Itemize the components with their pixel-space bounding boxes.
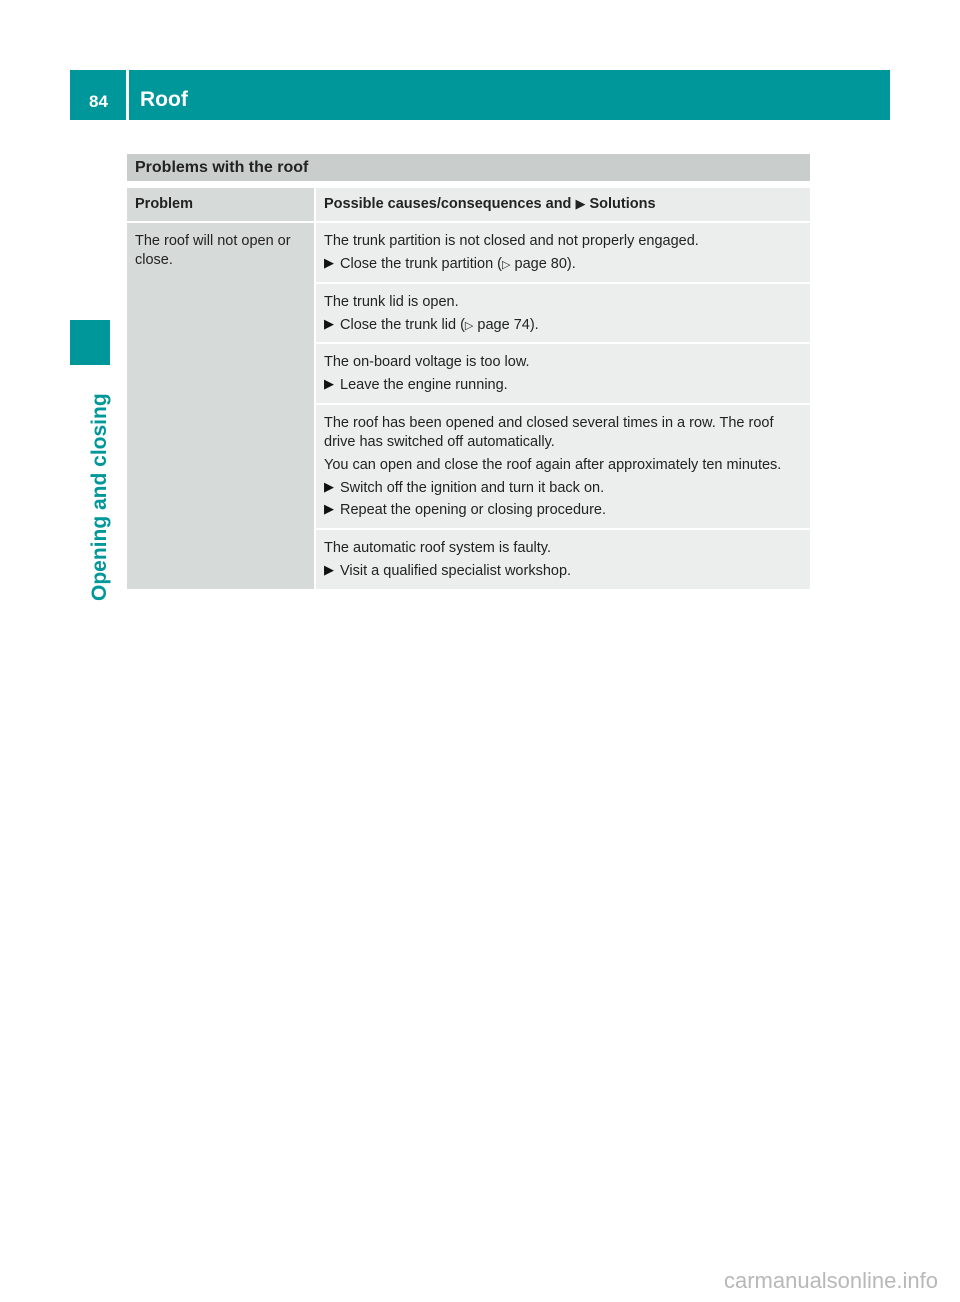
header-bar [70, 70, 890, 120]
play-arrow-icon: ▶ [324, 376, 334, 392]
solution-cell [315, 343, 810, 404]
cause-text: The roof has been opened and closed several times in a row. The roof drive has switched off automatically. [324, 415, 774, 450]
page-reference-link[interactable]: page 74 [477, 316, 530, 333]
watermark: carmanualsonline.info [723, 1268, 938, 1293]
solution-cell [315, 222, 810, 283]
step-text: Repeat the opening or closing procedure. [340, 502, 607, 519]
step-text: Leave the engine running. [340, 377, 508, 394]
play-arrow-icon: ▶ [324, 501, 334, 517]
step-text-end: ). [529, 316, 539, 333]
column-header-solutions-suffix: Solutions [589, 196, 656, 212]
page-number: 84 [89, 92, 108, 111]
solution-step [324, 255, 802, 274]
cause-text: The on-board voltage is too low. [324, 354, 530, 371]
table-header-row [127, 188, 810, 222]
play-arrow-icon: ▶ [575, 196, 586, 211]
solution-step [324, 501, 802, 520]
cause-text: The automatic roof system is faulty. [324, 540, 551, 557]
table-row [127, 222, 810, 283]
step-text: Visit a qualified specialist workshop. [340, 563, 572, 580]
play-arrow-icon: ▶ [324, 315, 334, 331]
chapter-title: Roof [140, 88, 188, 111]
solution-step [324, 376, 802, 395]
problem-cell: The roof will not open or close. [127, 222, 315, 589]
play-arrow-icon: ▶ [324, 562, 334, 578]
solution-cell [315, 529, 810, 589]
cause-text: The trunk partition is not closed and not properly engaged. [324, 233, 699, 249]
cause-text: You can open and close the roof again after approximately ten minutes. [324, 456, 782, 473]
solution-step [324, 479, 802, 498]
solution-cell [315, 283, 810, 344]
page-reference-link[interactable]: page 80 [514, 255, 567, 272]
step-text: Close the trunk lid ( [340, 316, 465, 333]
triangle-right-icon: ▷ [464, 319, 474, 332]
side-tab-label: Opening and closing [88, 393, 111, 601]
header-divider [126, 70, 129, 122]
play-arrow-icon: ▶ [324, 254, 334, 270]
solution-cell [315, 404, 810, 529]
cause-text: The trunk lid is open. [324, 293, 459, 310]
problems-table [127, 188, 810, 589]
section-title: Problems with the roof [127, 154, 810, 181]
table-body [127, 222, 810, 589]
play-arrow-icon: ▶ [324, 478, 334, 494]
solution-step [324, 316, 802, 335]
column-header-solutions [315, 188, 810, 222]
column-header-solutions-prefix: Possible causes/consequences and [324, 196, 572, 212]
triangle-right-icon: ▷ [502, 258, 511, 271]
solution-step [324, 562, 802, 581]
step-text: Close the trunk partition ( [340, 255, 502, 272]
step-text-end: ). [566, 255, 576, 272]
step-text: Switch off the ignition and turn it back on. [340, 479, 605, 496]
column-header-problem: Problem [127, 188, 315, 222]
